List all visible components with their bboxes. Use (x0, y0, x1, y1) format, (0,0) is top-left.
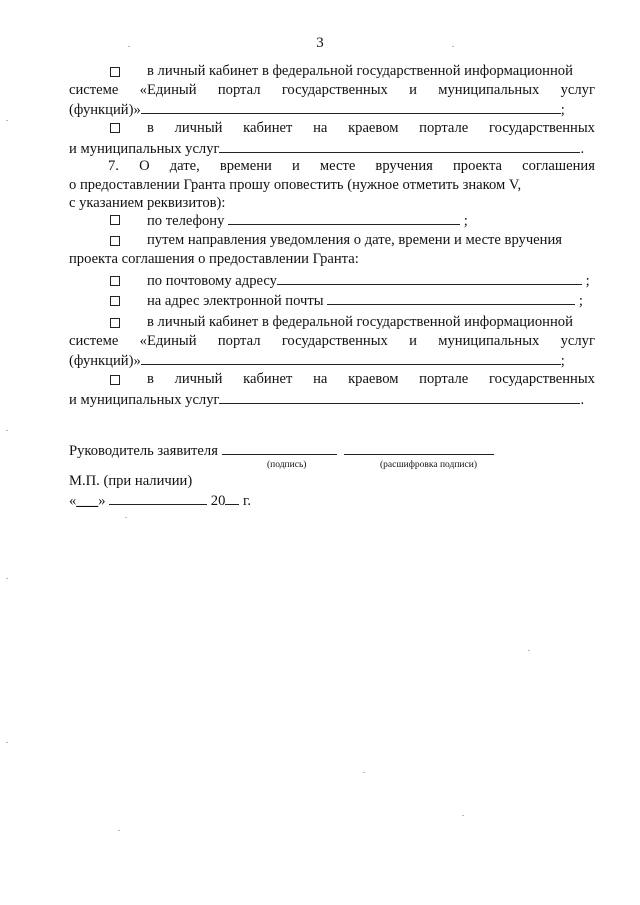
block-c-line1: в личный кабинет в федеральной государственной информационной (147, 314, 573, 330)
signature-caption: (подпись) (267, 460, 307, 470)
checkbox-federal-portal-1[interactable] (110, 67, 120, 77)
scan-speck (6, 742, 8, 743)
post-address-field[interactable] (277, 272, 582, 285)
block-d-line2: и муниципальных услуг . (69, 392, 585, 408)
date-month-field[interactable] (109, 492, 207, 505)
checkbox-regional-portal-1[interactable] (110, 123, 120, 133)
scan-speck (528, 650, 530, 651)
checkbox-regional-portal-2[interactable] (110, 375, 120, 385)
federal-portal-field-1[interactable] (141, 101, 561, 114)
block-b-line2: и муниципальных услуг . (69, 141, 585, 157)
email-field[interactable] (327, 292, 575, 305)
signature-field[interactable] (222, 442, 337, 455)
regional-portal-field-1[interactable] (219, 140, 580, 153)
notify-line1: путем направления уведомления о дате, времени и месте вручения (147, 232, 562, 248)
block-c-line3: (функций)» ; (69, 353, 565, 369)
item7-line2: о предоставлении Гранта прошу оповестить (нужное отметить знаком V, (69, 177, 522, 193)
federal-portal-field-2[interactable] (141, 352, 561, 365)
phone-field[interactable] (228, 212, 460, 225)
checkbox-phone[interactable] (110, 215, 120, 225)
post-line: по почтовому адресу ; (147, 273, 590, 289)
scan-speck (363, 772, 365, 773)
phone-line: по телефону ; (147, 213, 468, 229)
scan-speck (6, 430, 8, 431)
notify-line2: проекта соглашения о предоставлении Гранта: (69, 251, 359, 267)
checkbox-post[interactable] (110, 276, 120, 286)
page-number: 3 (316, 35, 324, 51)
date-day-field[interactable]: ___ (76, 493, 99, 509)
checkbox-federal-portal-2[interactable] (110, 318, 120, 328)
date-year-field[interactable] (225, 492, 239, 505)
date-line: «___» 20 г. (69, 493, 252, 509)
scan-speck (6, 578, 8, 579)
scan-speck (452, 46, 454, 47)
signature-decode-field[interactable] (344, 442, 494, 455)
stamp-label: М.П. (при наличии) (69, 473, 193, 489)
head-signature-line: Руководитель заявителя (69, 442, 494, 460)
block-a-line3: (функций)» ; (69, 102, 565, 118)
checkbox-notification[interactable] (110, 236, 120, 246)
scan-speck (6, 120, 8, 121)
block-a-line1: в личный кабинет в федеральной государственной информационной (147, 63, 573, 79)
signature-decode-caption: (расшифровка подписи) (380, 460, 477, 470)
block-c-line2: системе «Единый портал государственных и муниципальных услуг (69, 333, 595, 349)
scan-speck (125, 517, 127, 518)
block-d-line1: в личный кабинет на краевом портале государственных (147, 371, 595, 387)
regional-portal-field-2[interactable] (219, 391, 580, 404)
scan-speck (128, 46, 130, 47)
item7-line3: с указанием реквизитов): (69, 195, 226, 211)
item7-line1: 7. О дате, времени и месте вручения проекта соглашения (108, 158, 595, 174)
checkbox-email[interactable] (110, 296, 120, 306)
scan-speck (118, 830, 120, 831)
block-b-line1: в личный кабинет на краевом портале государственных (147, 120, 595, 136)
block-a-line2: системе «Единый портал государственных и муниципальных услуг (69, 82, 595, 98)
email-line: на адрес электронной почты ; (147, 293, 583, 309)
scan-speck (462, 815, 464, 816)
